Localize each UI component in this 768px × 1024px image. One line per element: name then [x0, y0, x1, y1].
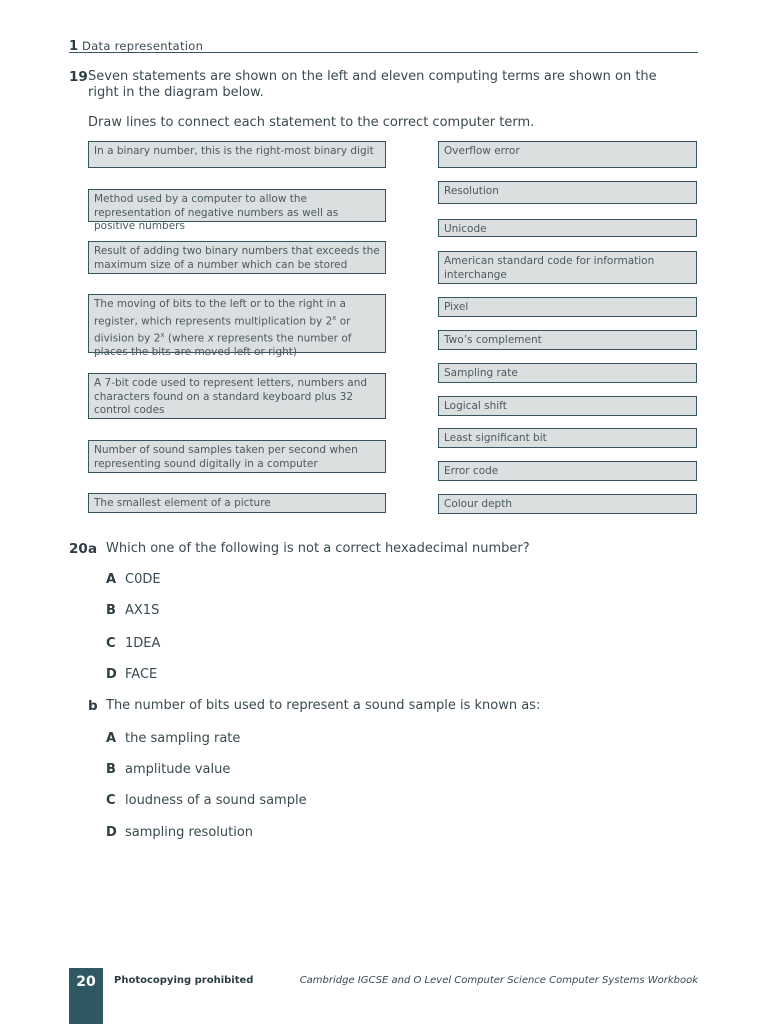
term-box[interactable]: Logical shift	[438, 396, 697, 416]
option-text[interactable]: AX1S	[125, 603, 160, 618]
option-text[interactable]: the sampling rate	[125, 731, 241, 746]
term-box[interactable]: Colour depth	[438, 494, 697, 514]
option-text[interactable]: amplitude value	[125, 762, 231, 777]
term-box[interactable]: Least significant bit	[438, 428, 697, 448]
chapter-title: Data representation	[82, 39, 204, 53]
option-text[interactable]: 1DEA	[125, 636, 161, 651]
option-text[interactable]: sampling resolution	[125, 825, 254, 840]
term-box[interactable]: Pixel	[438, 297, 697, 317]
footer-copyright-notice: Photocopying prohibited	[114, 975, 254, 986]
statement-box-logical-shift[interactable]	[88, 294, 386, 358]
term-box[interactable]: Two’s complement	[438, 330, 697, 350]
question-20b-text: The number of bits used to represent a sound sample is known as:	[106, 698, 541, 713]
question-19-number: 19	[69, 69, 88, 85]
option-letter: C	[106, 793, 116, 808]
option-letter: A	[106, 731, 117, 746]
statement-superscript: x	[160, 330, 165, 339]
statement-box[interactable]: The smallest element of a picture	[88, 493, 386, 513]
statement-superscript: x	[332, 313, 337, 322]
statement-variable: x	[207, 332, 214, 344]
question-20a-part: a	[88, 541, 98, 557]
statement-box[interactable]: Method used by a computer to allow the representation of negative numbers as well as positive numbers	[88, 189, 386, 222]
statement-box[interactable]: Number of sound samples taken per second when representing sound digitally in a computer	[88, 440, 386, 473]
term-box[interactable]: Unicode	[438, 219, 697, 237]
term-box[interactable]: Sampling rate	[438, 363, 697, 383]
option-letter: A	[106, 572, 117, 587]
question-20-number: 20	[69, 541, 88, 557]
page-header	[69, 35, 698, 53]
footer-book-title: Cambridge IGCSE and O Level Computer Science Computer Systems Workbook	[299, 975, 698, 986]
question-20a-text: Which one of the following is not a correct hexadecimal number?	[106, 541, 530, 556]
statement-box[interactable]: In a binary number, this is the right-most binary digit	[88, 141, 386, 168]
term-box[interactable]: American standard code for information interchange	[438, 251, 697, 284]
chapter-number: 1	[69, 39, 79, 54]
option-text[interactable]: FACE	[125, 667, 158, 682]
statement-text-part: (where	[164, 332, 208, 344]
option-letter: D	[106, 825, 117, 840]
statement-text-part: The moving of bits to the left or to the right in a register, which represents multiplication by 2	[94, 298, 346, 327]
question-20b-part: b	[88, 698, 98, 714]
option-text[interactable]: C0DE	[125, 572, 161, 587]
option-letter: B	[106, 603, 116, 618]
statement-box[interactable]: A 7-bit code used to represent letters, numbers and characters found on a standard keyboard plus 32 control codes	[88, 373, 386, 419]
option-text[interactable]: loudness of a sound sample	[125, 793, 307, 808]
term-box[interactable]: Overflow error	[438, 141, 697, 168]
question-19-text: Seven statements are shown on the left and eleven computing terms are shown on the right in the diagram below.	[88, 69, 657, 100]
option-letter: B	[106, 762, 116, 777]
term-box[interactable]: Resolution	[438, 181, 697, 204]
page-number: 20	[69, 968, 103, 1024]
question-19-instruction: Draw lines to connect each statement to the correct computer term.	[88, 115, 535, 130]
term-box[interactable]: Error code	[438, 461, 697, 481]
option-letter: C	[106, 636, 116, 651]
statement-box[interactable]: Result of adding two binary numbers that exceeds the maximum size of a number which can be stored	[88, 241, 386, 274]
statement-text-part: or division by 2	[94, 315, 351, 344]
statement-text-part: represents the number of places the bits are moved left or right)	[94, 332, 352, 358]
option-letter: D	[106, 667, 117, 682]
